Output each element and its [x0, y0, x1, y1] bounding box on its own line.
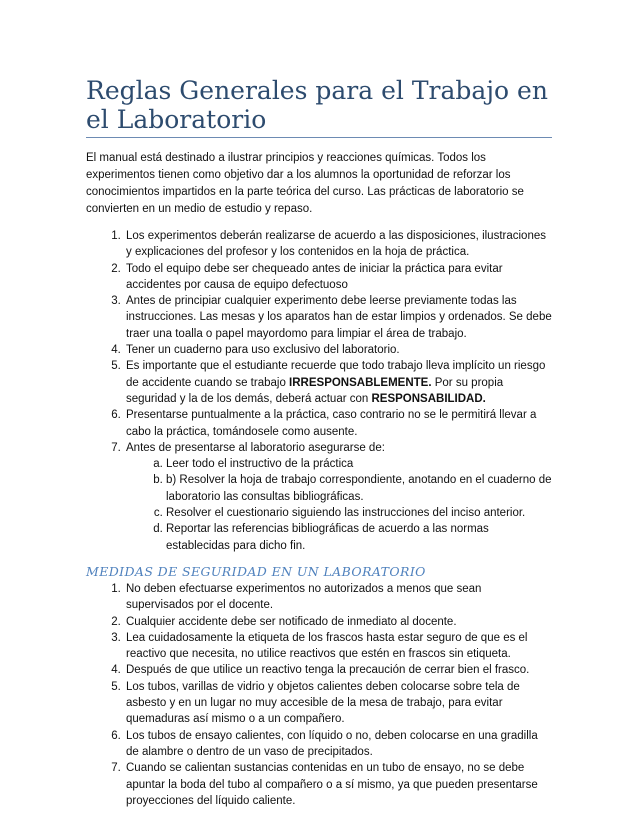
- rule-text: Por su propia seguridad y la de los demás, deberá actuar con: [126, 376, 504, 405]
- intro-paragraph: El manual está destinado a ilustrar principios y reacciones químicas. Todos los experimentos tienen como objetivo dar a los alumnos la oportunidad de reforzar los conocimientos impartidos en la parte teórica del curso. Las prácticas de laboratorio se convierten en un medio de estudio y repaso.: [86, 152, 524, 215]
- sub-list-item: d. Reportar las referencias bibliográficas de acuerdo a las normas establecidas para dicho fin.: [166, 521, 552, 554]
- list-item: 3. Lea cuidadosamente la etiqueta de los frascos hasta estar seguro de que es el reactivo que necesita, no utilice reactivos que estén en frascos sin etiqueta.: [124, 630, 552, 663]
- list-item: 6. Presentarse puntualmente a la práctica, caso contrario no se le permitirá llevar a cabo la práctica, tomándosele como ausente.: [124, 407, 552, 440]
- list-item: [124, 440, 552, 554]
- list-item: 6. Los tubos de ensayo calientes, con líquido o no, deben colocarse en una gradilla de alambre o dentro de un vaso de precipitados.: [124, 728, 552, 761]
- sub-list-item: b. b) Resolver la hoja de trabajo correspondiente, anotando en el cuaderno de laboratorio las consultas bibliográficas.: [166, 472, 552, 505]
- list-item: 1. Los experimentos deberán realizarse de acuerdo a las disposiciones, ilustraciones y explicaciones del profesor y los contenidos en la hoja de práctica.: [124, 228, 552, 261]
- emphasis-irresponsable: IRRESPONSABLEMENTE.: [289, 376, 432, 389]
- list-item: [124, 358, 552, 407]
- safety-rules-list: [86, 581, 552, 809]
- preparation-sublist: [126, 456, 552, 554]
- list-item: 5. Los tubos, varillas de vidrio y objetos calientes deben colocarse sobre tela de asbesto y en un lugar no muy accesible de la mesa de trabajo, para evitar quemaduras así mismo o a un compañero.: [124, 679, 552, 728]
- sub-list-item: c. Resolver el cuestionario siguiendo las instrucciones del inciso anterior.: [166, 505, 552, 521]
- list-item: 4. Tener un cuaderno para uso exclusivo del laboratorio.: [124, 342, 552, 358]
- list-item: 2. Cualquier accidente debe ser notificado de inmediato al docente.: [124, 614, 552, 630]
- list-item: 2. Todo el equipo debe ser chequeado antes de iniciar la práctica para evitar accidentes por causa de equipo defectuoso: [124, 261, 552, 294]
- emphasis-responsabilidad: RESPONSABILIDAD.: [371, 392, 486, 405]
- list-item: 1. No deben efectuarse experimentos no autorizados a menos que sean supervisados por el docente.: [124, 581, 552, 614]
- list-item: 7. Cuando se calientan sustancias contenidas en un tubo de ensayo, no se debe apuntar la boda del tubo al compañero o a sí mismo, ya que pueden presentarse proyecciones del líquido caliente.: [124, 760, 552, 809]
- general-rules-list: [86, 228, 552, 554]
- rule-text: Es importante que el estudiante recuerde que todo trabajo lleva implícito un riesgo de accidente cuando se trabajo: [126, 360, 546, 389]
- list-item: 3. Antes de principiar cualquier experimento debe leerse previamente todas las instrucciones. Las mesas y los aparatos han de estar limpios y ordenados. Se debe traer una toalla o papel mayordomo para limpiar el área de trabajo.: [124, 293, 552, 342]
- sub-list-item: a. Leer todo el instructivo de la práctica: [166, 456, 552, 472]
- rule-text: Antes de presentarse al laboratorio asegurarse de:: [126, 441, 385, 454]
- page-title: Reglas Generales para el Trabajo en el Laboratorio: [86, 76, 552, 138]
- list-item: 4. Después de que utilice un reactivo tenga la precaución de cerrar bien el frasco.: [124, 662, 552, 678]
- safety-section-heading: MEDIDAS DE SEGURIDAD EN UN LABORATORIO: [86, 563, 426, 579]
